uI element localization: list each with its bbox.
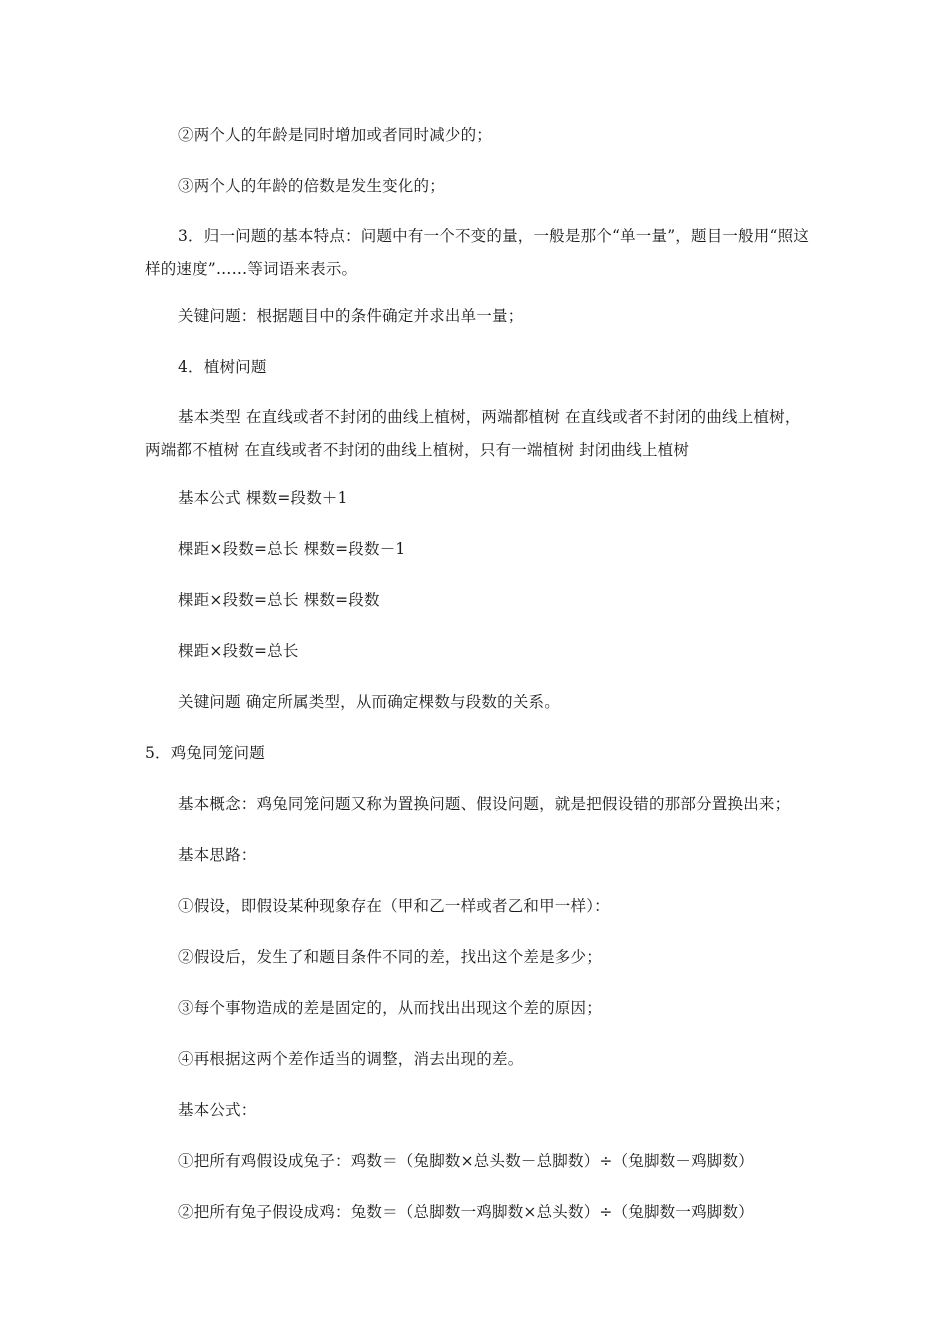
formula-chicken-count: ①把所有鸡假设成兔子：鸡数＝（兔脚数×总头数－总脚数）÷（兔脚数－鸡脚数） xyxy=(178,1152,754,1170)
paragraph-basic-approach: 基本思路： xyxy=(178,846,257,864)
paragraph-approach-step-1: ①假设，即假设某种现象存在（甲和乙一样或者乙和甲一样）： xyxy=(178,897,610,915)
formula-tree-4: 棵距×段数=总长 xyxy=(178,642,299,660)
heading-chicken-rabbit: 5．鸡兔同笼问题 xyxy=(145,744,265,762)
paragraph-basic-formulas: 基本公式： xyxy=(178,1101,257,1119)
formula-tree-2: 棵距×段数=总长 棵数=段数－1 xyxy=(178,540,406,558)
paragraph-approach-step-3: ③每个事物造成的差是固定的，从而找出出现这个差的原因； xyxy=(178,999,602,1017)
heading-tree-planting: 4．植树问题 xyxy=(178,358,267,376)
paragraph-tree-basic-types: 基本类型 在直线或者不封闭的曲线上植树，两端都植树 在直线或者不封闭的曲线上植树，两端都不植树 在直线或者不封闭的曲线上植树，只有一端植树 封闭曲线上植树 xyxy=(145,408,801,459)
paragraph-approach-step-2: ②假设后，发生了和题目条件不同的差，找出这个差是多少； xyxy=(178,948,602,966)
paragraph-tree-key-problem: 关键问题 确定所属类型，从而确定棵数与段数的关系。 xyxy=(178,693,560,711)
paragraph-unit-problem: 3．归一问题的基本特点：问题中有一个不变的量，一般是那个“单一量”，题目一般用“照这样的速度”……等词语来表示。 xyxy=(145,227,810,278)
formula-rabbit-count: ②把所有兔子假设成鸡：兔数＝（总脚数一鸡脚数×总头数）÷（兔脚数一鸡脚数） xyxy=(178,1203,754,1221)
paragraph-age-point-3: ③两个人的年龄的倍数是发生变化的； xyxy=(178,177,445,195)
formula-tree-3: 棵距×段数=总长 棵数=段数 xyxy=(178,591,380,609)
paragraph-age-point-2: ②两个人的年龄是同时增加或者同时减少的； xyxy=(178,126,493,144)
formula-tree-1: 基本公式 棵数=段数＋1 xyxy=(178,489,348,507)
paragraph-chicken-rabbit-concept: 基本概念：鸡兔同笼问题又称为置换问题、假设问题，就是把假设错的那部分置换出来； xyxy=(178,795,791,813)
paragraph-approach-step-4: ④再根据这两个差作适当的调整，消去出现的差。 xyxy=(178,1050,524,1068)
paragraph-unit-key-problem: 关键问题：根据题目中的条件确定并求出单一量； xyxy=(178,307,524,325)
